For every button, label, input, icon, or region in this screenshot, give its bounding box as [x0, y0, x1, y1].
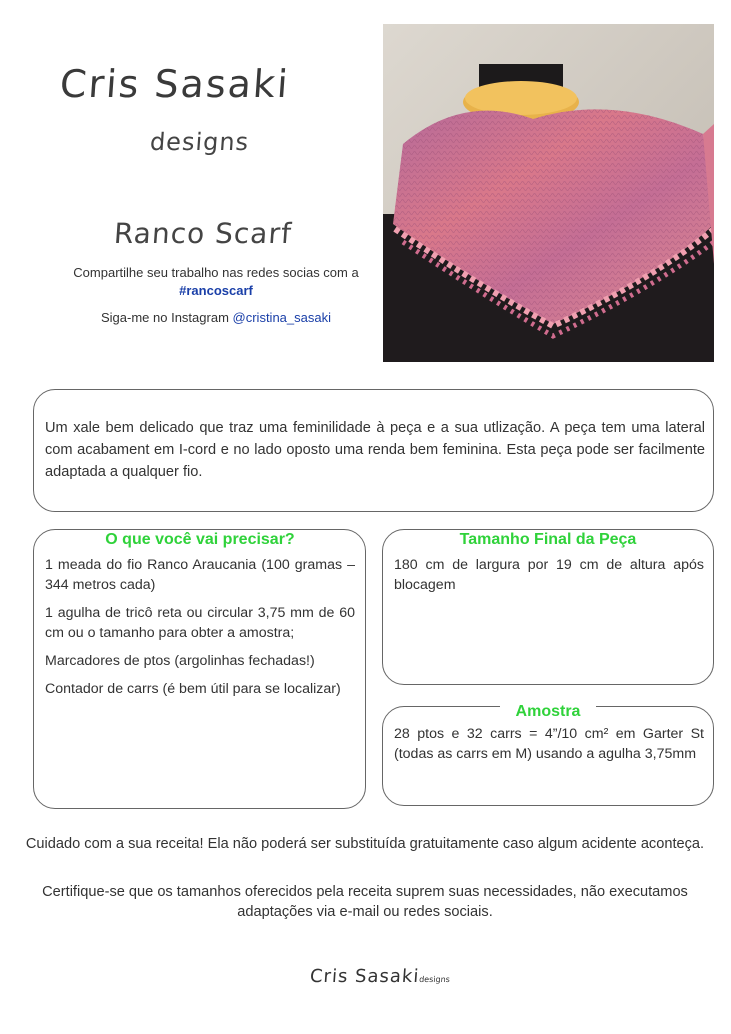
- share-text: [40, 264, 392, 300]
- gauge-text: 28 ptos e 32 carrs = 4”/10 cm² em Garter St (todas as carrs em M) usando a agulha 3,75mm: [394, 726, 704, 762]
- final-size-box: [382, 529, 714, 685]
- materials-list: [45, 555, 355, 707]
- final-size-text: 180 cm de largura por 19 cm de altura após blocagem: [394, 557, 704, 593]
- share-message: Compartilhe seu trabalho nas redes socias com a: [73, 265, 359, 280]
- notice-sizes: Certifique-se que os tamanhos oferecidos pela receita suprem suas necessidades, não executamos adaptações via e-mail ou redes sociais.: [42, 884, 688, 920]
- instagram-line: [40, 310, 392, 325]
- footer-brand-sub: designs: [418, 975, 451, 984]
- pattern-name: Ranco Scarf: [112, 217, 294, 250]
- list-item: 1 agulha de tricô reta ou circular 3,75 mm de 60 cm ou o tamanho para obter a amostra;: [45, 605, 355, 641]
- scarf-photo: [383, 24, 714, 362]
- list-item: 1 meada do fio Ranco Araucania (100 gramas – 344 metros cada): [45, 557, 355, 593]
- hashtag[interactable]: #rancoscarf: [179, 283, 253, 298]
- list-item: Marcadores de ptos (argolinhas fechadas!): [45, 653, 315, 669]
- brand-title: Cris Sasaki: [58, 62, 292, 106]
- materials-heading: O que você vai precisar?: [92, 531, 308, 549]
- list-item: Contador de carrs (é bem útil para se localizar): [45, 681, 341, 697]
- description-text: Um xale bem delicado que traz uma feminilidade à peça e a sua utlização. A peça tem uma lateral com acabament em I-cord e no lado oposto uma renda bem feminina. Esta peça pode ser facilmente adaptada a qualquer fio.: [45, 420, 705, 480]
- notice-warning: Cuidado com a sua receita! Ela não poderá ser substituída gratuitamente caso algum acidente aconteça.: [25, 836, 705, 852]
- footer-brand-name: Cris Sasaki: [309, 966, 421, 987]
- footer-brand: [309, 966, 500, 987]
- gauge-heading: Amostra: [500, 703, 596, 721]
- brand-subtitle: designs: [149, 128, 251, 156]
- instagram-handle[interactable]: @cristina_sasaki: [232, 310, 331, 325]
- instagram-text: Siga-me no Instagram: [101, 310, 229, 325]
- final-size-heading: Tamanho Final da Peça: [440, 531, 656, 549]
